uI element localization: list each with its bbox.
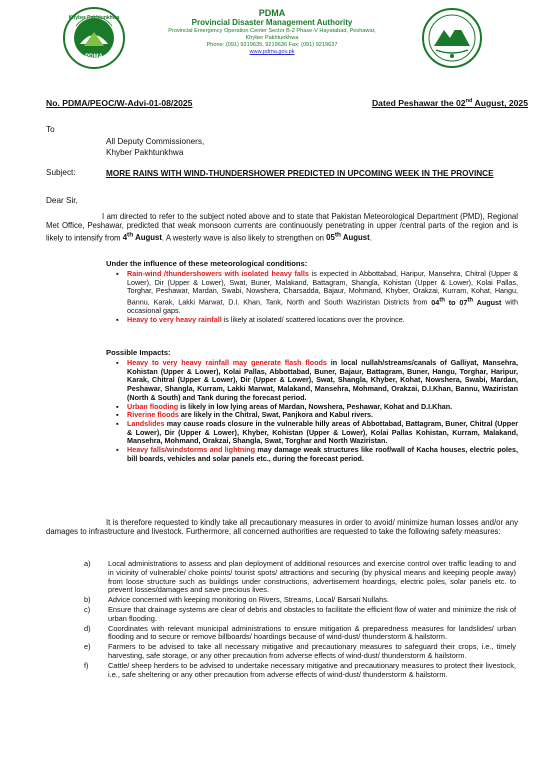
bullet-icon: ▪ [116,358,119,367]
impacts-list [116,359,518,463]
logo-inner-text: PDMA [85,54,103,60]
list-item: ▪ Heavy to very heavy rainfall is likely at isolated/ scattered locations over the province. [116,314,405,324]
bullet-icon: ▪ [116,410,119,420]
list-item: ▪ Rain-wind /thundershowers with isolated heavy falls is expected in Abbottabad, Haripur, Mansehra, Chitral (Upper & Lower), Dir (Upper & Lower), Swat, Buner, Malakand, Battagram, Shangla, Kohistan (Upper & Lower), Kolai Pallas, Torghar, Peshawar, Mardan, Swabi, Nowshera, Charsadda, Bajaur, Mohmand, Khyber, Orakzai, Kurram, Kohat, Hangu, Bannu, Karak, Lakki Marwat, D.I. Khan, Tank, North and South Waziristan Districts from 04th to 07th August with occasional gaps. [116,269,519,316]
list-item: c) Ensure that drainage systems are clear of debris and obstacles to facilitate the efficient flow of water and minimize the risk of urban flooding. [84,604,516,623]
salutation: Dear Sir, [46,196,78,205]
bullet-icon: ▪ [116,401,119,411]
list-item: ▪ Landslides may cause roads closure in the vulnerable hilly areas of Abbottabad, Battagram, Buner, Chitral (Upper & Lower), Dir (Upper & Lower), Khyber, Kohistan (Upper & Lower), Kolai Pallas Kohistan, Kurram, Malakand, Mansehra, Mohmand, Orakzai, Shangla, Swat, Torghar and North Waziristan. [116,418,518,446]
intro-paragraph: I am directed to refer to the subject noted above and to state that Pakistan Meteorological Department (PMD), Regional Met Office, Peshawar, predicted that weak monsoon currents are continuously penetrating in upper /central parts of the region and is likely to intensify from 4th August. A westerly wave is also likely to strengthen on 05th August. [46,212,518,243]
org-address-line1: Provincial Emergency Operation Center Sector B-2 Phase-V Hayatabad, Peshawar, [168,28,376,34]
org-name: Provincial Disaster Management Authority [191,18,353,27]
bullet-icon: ▪ [116,418,119,428]
bullet-icon: ▪ [116,445,119,455]
list-item: d) Coordinates with relevant municipal administrations to ensure mitigation & preparedness measures for landslides/ urban flooding and to secure or remove billboards/ hoardings because of wind-dust/ thunderstorm & hailstorm. [84,623,516,642]
reference-line [46,98,528,108]
to-label: To [46,125,55,134]
kp-government-emblem-icon [420,6,484,70]
list-item: ▪ Urban flooding is likely in low lying areas of Mardan, Nowshera, Peshawar, Kohat and D.I.Khan. [116,401,453,411]
subject-text: MORE RAINS WITH WIND-THUNDERSHOWER PREDICTED IN UPCOMING WEEK IN THE PROVINCE [106,169,494,178]
conditions-title: Under the influence of these meteorological conditions: [106,259,308,268]
safety-measures-list [84,560,516,680]
reference-date: Dated Peshawar the 02nd August, 2025 [371,98,528,108]
reference-number: No. PDMA/PEOC/W-Advi-01-08/2025 [46,98,193,108]
list-item: a) Local administrations to assess and plan deployment of additional resources and exercise control over traffic leading to and in vicinity of vulnerable/ choke points/ tourist spots/ attractions and securing (by physical means and keeping people away) from loose structure such as buildings under constructions, advertisement hoardings, electric poles, solar panels etc. to prevent losses/damages and save precious lives. [84,559,516,595]
conditions-list [116,270,518,325]
impacts-title: Possible Impacts: [106,348,171,357]
list-item: ▪ Heavy to very heavy rainfall may generate flash floods in local nullah/streams/canals of Galliyat, Mansehra, Kohistan (Upper & Lower), Kolai Pallas, Abbottabad, Buner, Bajaur, Battagram, Buner, Hangu, Torghar, Haripur, Karak, Chitral (Upper & Lower), Dir (Upper & Lower), Swat, Shangla, Khyber, Kohat, Nowshera, Swabi, Mardan, Peshawar, Shangla, Kurram, Lakki Marwat, Malakand, Mansehra, Mohmand, Orakzai, D.I.Khan, Bannu, Waziristan (North & South) and Tank during the forecast period. [116,358,518,402]
request-paragraph: It is therefore requested to kindly take all precautionary measures in order to avoid/ minimize human losses and/or any damages to infrastructure and livestock. Furthermore, all concerned authorities are requested to take the following safety measures: [46,518,518,537]
list-item: b) Advice concerned with keeping monitoring on Rivers, Streams, Local/ Barsati Nullahs. [84,595,389,605]
addressee [106,136,204,158]
letterhead [130,8,414,56]
org-acronym: PDMA [258,8,286,18]
addressee-line1: All Deputy Commissioners, [106,137,205,146]
org-contact: Phone: (091) 9219635, 9219636 Fax: (091) 9219637 [206,42,338,48]
pdma-kp-logo-icon [62,6,126,70]
bullet-icon: ▪ [116,269,119,278]
org-website-link[interactable]: www.pdma.gov.pk [249,49,295,55]
org-address-line2: Khyber Pakhtunkhwa [245,35,299,41]
subject-label: Subject: [46,168,76,177]
list-item: ▪ Heavy falls/windstorms and lightning may damage weak structures like roof/wall of Kacha houses, electric poles, bill boards, vehicles and solar panels etc., during the forecast period. [116,445,519,463]
bullet-icon: ▪ [116,314,119,324]
list-item: f) Cattle/ sheep herders to be advised to undertake necessary mitigative and precautionary measures to protect their livestock, i.e., safe sheltering or any other precaution from adverse effects of wind-dust/ thunderstorm & hailstorm. [84,660,516,679]
addressee-line2: Khyber Pakhtunkhwa [106,148,184,157]
logo-ring-text: Khyber Pakhtunkhwa [68,15,120,21]
list-item: ▪ Riverine floods are likely in the Chitral, Swat, Panjkora and Kabul rivers. [116,410,374,420]
list-item: e) Farmers to be advised to take all necessary mitigative and precautionary measures to safeguard their crops, i.e., timely harvesting, safe storage, or any other precaution from adverse effects of wind-dust/ thunderstorm & hailstorm. [84,642,516,660]
